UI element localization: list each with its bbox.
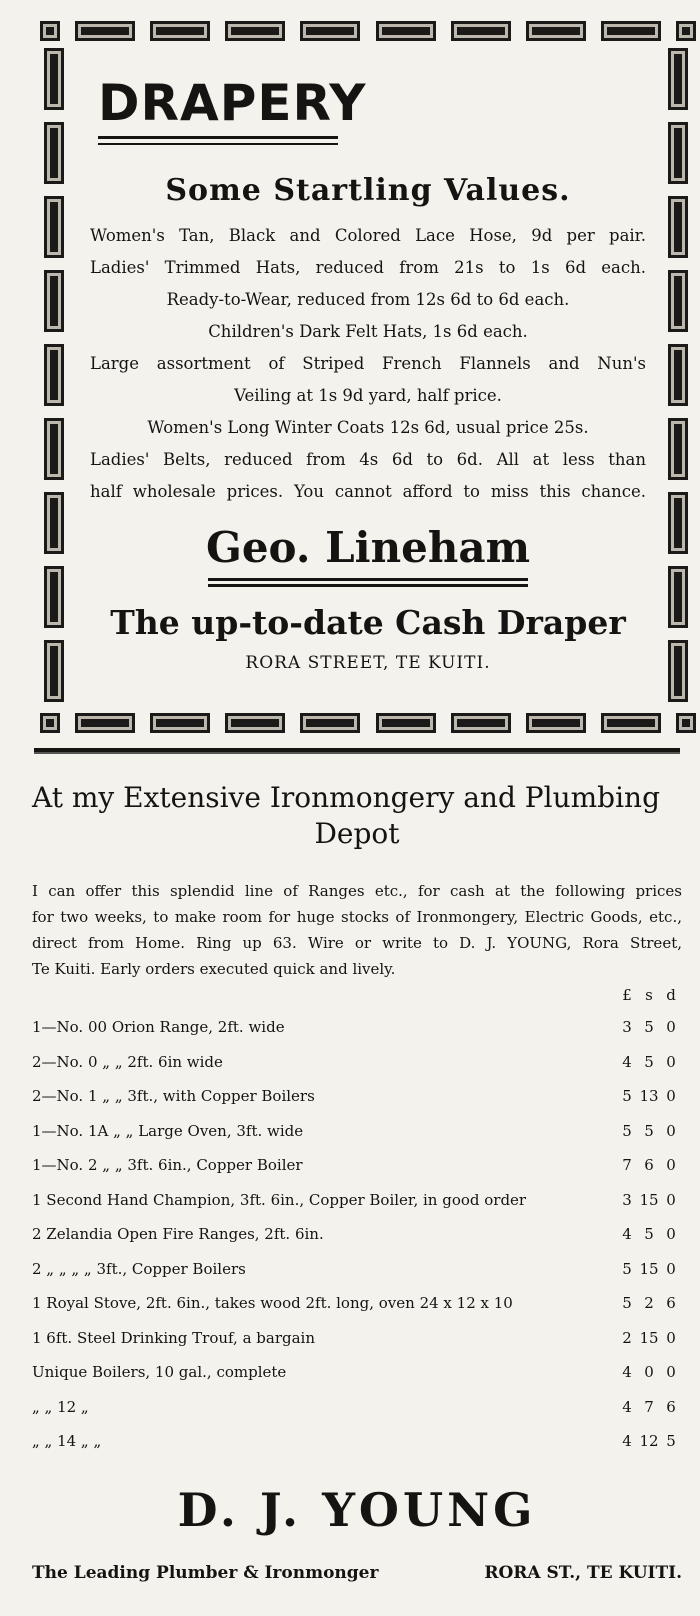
drapery-line: Children's Dark Felt Hats, 1s 6d each. (208, 322, 528, 341)
border-segment (668, 48, 688, 110)
ironmongery-heading-line1: At my Extensive Ironmongery and Plumbing (32, 781, 660, 814)
border-segment (668, 418, 688, 480)
drapery-subheading: Some Startling Values. (165, 173, 571, 208)
border-segment (150, 21, 210, 41)
price-list-row (32, 1321, 682, 1356)
border-segment (451, 713, 511, 733)
drapery-line: Ladies' Trimmed Hats, reduced from 21s to 1s 6d each. (90, 258, 646, 277)
item-pounds: 5 (622, 1259, 632, 1278)
item-description: 1—No. 00 Orion Range, 2ft. wide (32, 1018, 285, 1037)
item-shillings: 0 (644, 1363, 654, 1382)
item-pounds: 4 (622, 1363, 632, 1382)
price-list-row (32, 1148, 682, 1183)
item-description: 2 Zelandia Open Fire Ranges, 2ft. 6in. (32, 1225, 324, 1244)
drapery-heading: DRAPERY (98, 74, 367, 132)
heading-underline (98, 136, 338, 145)
border-segment (225, 713, 285, 733)
item-pence: 0 (666, 1259, 676, 1278)
item-pence: 6 (666, 1294, 676, 1313)
item-pence: 0 (666, 1156, 676, 1175)
ironmongery-advertisement (32, 780, 682, 1583)
ironmonger-address: RORA ST., TE KUITI. (484, 1562, 682, 1583)
item-pence: 0 (666, 1190, 676, 1209)
ironmonger-footer (32, 1563, 682, 1583)
column-separator-rule (34, 748, 680, 754)
drapery-line: Large assortment of Striped French Flannels and Nun's (90, 354, 646, 373)
item-pounds: 4 (622, 1052, 632, 1071)
item-pence: 0 (666, 1225, 676, 1244)
border-segment (376, 21, 436, 41)
border-segment (451, 21, 511, 41)
item-pounds: 4 (622, 1397, 632, 1416)
border-segment (668, 492, 688, 554)
drapery-content (90, 66, 646, 673)
border-segment (40, 713, 60, 733)
price-list-row (32, 1114, 682, 1149)
border-segment (668, 640, 688, 702)
item-pounds: 3 (622, 1018, 632, 1037)
price-column-headers (32, 986, 682, 1010)
drapery-line: Ready-to-Wear, reduced from 12s 6d to 6d each. (166, 290, 570, 309)
intro-line: Te Kuiti. Early orders executed quick and lively. (32, 960, 396, 978)
drapery-address: RORA STREET, TE KUITI. (245, 653, 491, 673)
border-segment (668, 196, 688, 258)
item-pence: 0 (666, 1018, 676, 1037)
price-list-row (32, 1010, 682, 1045)
price-list (32, 1010, 682, 1459)
item-pence: 0 (666, 1087, 676, 1106)
price-list-row (32, 1390, 682, 1425)
price-list-row (32, 1079, 682, 1114)
border-segment (601, 21, 661, 41)
shillings-column-header: s (645, 986, 653, 1004)
item-shillings: 2 (644, 1294, 654, 1313)
border-segment (44, 122, 64, 184)
item-description: 1—No. 2 „ „ 3ft. 6in., Copper Boiler (32, 1156, 303, 1175)
price-list-row (32, 1183, 682, 1218)
price-list-row (32, 1424, 682, 1459)
merchant-underline (208, 578, 528, 587)
intro-line: direct from Home. Ring up 63. Wire or write to D. J. YOUNG, Rora Street, (32, 934, 682, 952)
item-description: „ „ 14 „ „ (32, 1432, 102, 1451)
border-segment (44, 566, 64, 628)
border-segment (44, 48, 64, 110)
item-description: 1 Second Hand Champion, 3ft. 6in., Copper Boiler, in good order (32, 1190, 527, 1209)
border-segment (676, 21, 696, 41)
intro-line: for two weeks, to make room for huge stocks of Ironmongery, Electric Goods, etc., (32, 908, 682, 926)
border-segment (526, 21, 586, 41)
item-description: 2—No. 0 „ „ 2ft. 6in wide (32, 1052, 223, 1071)
price-list-row (32, 1355, 682, 1390)
item-description: Unique Boilers, 10 gal., complete (32, 1363, 287, 1382)
border-segment (225, 21, 285, 41)
price-list-row (32, 1217, 682, 1252)
price-list-row (32, 1286, 682, 1321)
border-segment (44, 344, 64, 406)
item-description: 1 Royal Stove, 2ft. 6in., takes wood 2ft. long, oven 24 x 12 x 10 (32, 1294, 513, 1313)
item-pence: 0 (666, 1121, 676, 1140)
ironmongery-intro (32, 878, 682, 982)
item-shillings: 5 (644, 1018, 654, 1037)
drapery-tagline: The up-to-date Cash Draper (110, 603, 626, 642)
item-shillings: 12 (639, 1432, 659, 1451)
item-pounds: 4 (622, 1225, 632, 1244)
item-shillings: 15 (639, 1259, 659, 1278)
border-segment (601, 713, 661, 733)
item-pounds: 5 (622, 1294, 632, 1313)
ironmonger-tagline: The Leading Plumber & Ironmonger (32, 1562, 379, 1583)
item-description: 2—No. 1 „ „ 3ft., with Copper Boilers (32, 1087, 315, 1106)
intro-line: I can offer this splendid line of Ranges etc., for cash at the following prices (32, 882, 682, 900)
drapery-advertisement (40, 8, 696, 740)
border-segment (44, 270, 64, 332)
drapery-line: Women's Long Winter Coats 12s 6d, usual price 25s. (147, 418, 589, 437)
item-pounds: 7 (622, 1156, 632, 1175)
item-pounds: 5 (622, 1087, 632, 1106)
drapery-line: Women's Tan, Black and Colored Lace Hose, 9d per pair. (90, 226, 646, 245)
ornamental-border-top (40, 18, 696, 44)
ironmongery-heading (32, 780, 682, 852)
ornamental-border-right (668, 48, 690, 702)
border-segment (668, 344, 688, 406)
border-segment (44, 196, 64, 258)
item-pounds: 2 (622, 1328, 632, 1347)
border-segment (668, 566, 688, 628)
item-pence: 0 (666, 1328, 676, 1347)
item-shillings: 5 (644, 1052, 654, 1071)
border-segment (75, 713, 135, 733)
item-pounds: 3 (622, 1190, 632, 1209)
item-description: „ „ 12 „ (32, 1397, 89, 1416)
item-pence: 6 (666, 1397, 676, 1416)
drapery-line: Veiling at 1s 9d yard, half price. (234, 386, 502, 405)
item-shillings: 15 (639, 1328, 659, 1347)
item-shillings: 5 (644, 1121, 654, 1140)
item-description: 2 „ „ „ „ 3ft., Copper Boilers (32, 1259, 246, 1278)
item-shillings: 15 (639, 1190, 659, 1209)
item-pence: 0 (666, 1052, 676, 1071)
price-list-row (32, 1252, 682, 1287)
pounds-column-header: £ (622, 986, 632, 1004)
drapery-line: Ladies' Belts, reduced from 4s 6d to 6d. All at less than (90, 450, 646, 469)
item-pence: 0 (666, 1363, 676, 1382)
drapery-merchant-name: Geo. Lineham (205, 523, 531, 572)
item-pence: 5 (666, 1432, 676, 1451)
border-segment (668, 270, 688, 332)
border-segment (668, 122, 688, 184)
item-pounds: 5 (622, 1121, 632, 1140)
border-segment (300, 21, 360, 41)
border-segment (44, 640, 64, 702)
border-segment (44, 492, 64, 554)
border-segment (44, 418, 64, 480)
item-shillings: 6 (644, 1156, 654, 1175)
border-segment (150, 713, 210, 733)
item-shillings: 7 (644, 1397, 654, 1416)
border-segment (40, 21, 60, 41)
pence-column-header: d (666, 986, 676, 1004)
ironmonger-name: D. J. YOUNG (177, 1482, 537, 1537)
border-segment (676, 713, 696, 733)
item-pounds: 4 (622, 1432, 632, 1451)
ornamental-border-left (44, 48, 66, 702)
border-segment (300, 713, 360, 733)
border-segment (526, 713, 586, 733)
border-segment (75, 21, 135, 41)
item-shillings: 5 (644, 1225, 654, 1244)
item-description: 1 6ft. Steel Drinking Trouf, a bargain (32, 1328, 316, 1347)
item-description: 1—No. 1A „ „ Large Oven, 3ft. wide (32, 1121, 304, 1140)
item-shillings: 13 (639, 1087, 659, 1106)
drapery-line: half wholesale prices. You cannot afford to miss this chance. (90, 482, 646, 501)
ornamental-border-bottom (40, 710, 696, 736)
price-list-row (32, 1045, 682, 1080)
ironmongery-heading-line2: Depot (314, 817, 400, 850)
border-segment (376, 713, 436, 733)
